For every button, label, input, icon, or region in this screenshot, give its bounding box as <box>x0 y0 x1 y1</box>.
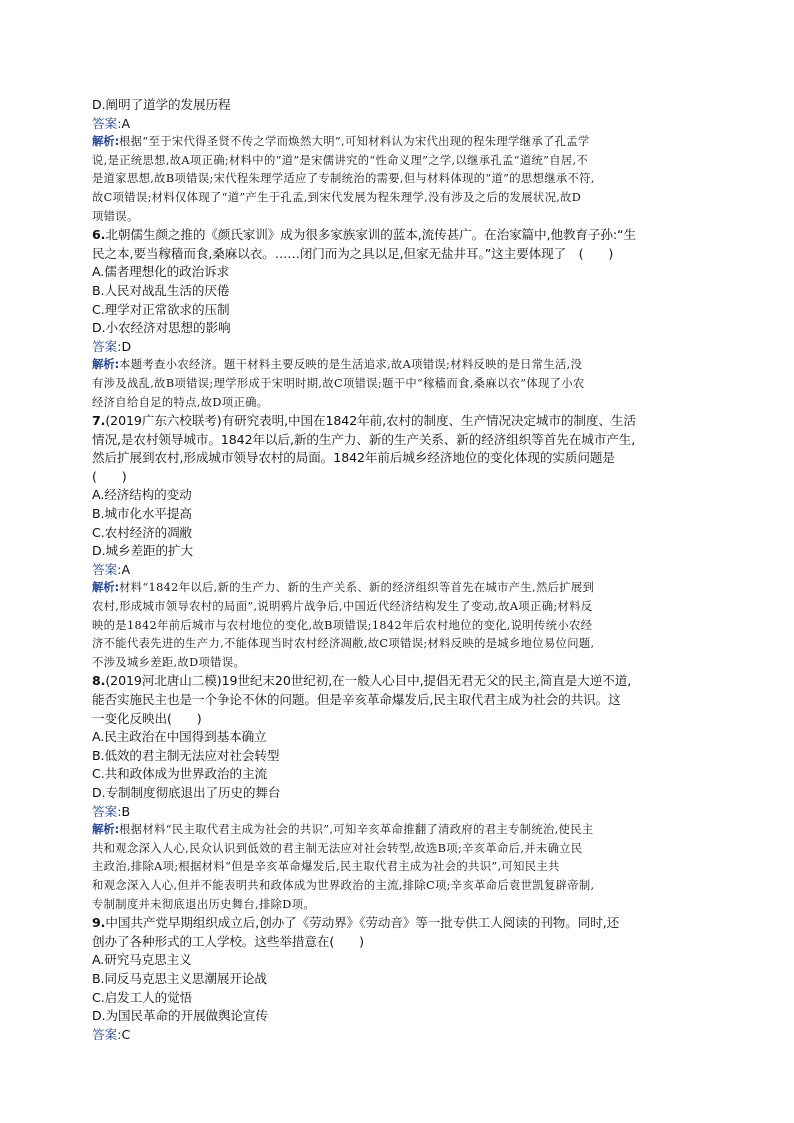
question-stem: 一变化反映出( ) <box>92 710 202 726</box>
question-6 <box>92 226 702 412</box>
option-c: C.理学对正常欲求的压制 <box>92 301 230 317</box>
question-stem: ( ) <box>92 468 127 484</box>
option-d: D.为国民革命的开展做舆论宣传 <box>92 1008 268 1024</box>
question-number: 9. <box>92 915 106 931</box>
question-stem: 创办了各种形式的工人学校。这些举措意在( ) <box>92 933 364 949</box>
explanation-line: 解析:本题考查小农经济。题干材料主要反映的是生活追求,故A项错误;材料反映的是日常生活,没 <box>92 358 583 372</box>
answer-value: C <box>121 1026 131 1042</box>
question-stem: 8.(2019河北唐山二模)19世纪末20世纪初,在一般人心目中,提倡无君无父的民主,简直是大逆不道, <box>92 673 632 689</box>
answer-label: 答案: <box>92 1026 122 1042</box>
explanation <box>92 821 702 914</box>
explanation-line: 解析:材料“1842年以后,新的生产力、新的生产关系、新的经济组织等首先在城市产生,然后扩展到 <box>92 581 595 595</box>
answer-line <box>92 1026 702 1045</box>
answer-line <box>92 803 702 822</box>
question-7 <box>92 412 702 672</box>
option-d: D.专制制度彻底退出了历史的舞台 <box>92 784 281 800</box>
answer-label: 答案: <box>92 803 122 819</box>
explanation-label: 解析: <box>92 135 120 149</box>
option-b: B.低效的君主制无法应对社会转型 <box>92 747 280 763</box>
explanation-line: 农村,形成城市领导农村的局面”,说明鸦片战争后,中国近代经济结构发生了变动,故A项正确;材料反 <box>92 600 593 614</box>
answer-label: 答案: <box>92 561 122 577</box>
explanation <box>92 356 702 412</box>
option-a: A.儒者理想化的政治诉求 <box>92 264 230 280</box>
explanation-line: 和观念深入人心,但并不能表明共和政体成为世界政治的主流,排除C项;辛亥革命后袁世凯复辟帝制, <box>92 878 595 892</box>
explanation <box>92 133 702 226</box>
explanation-line: 共和观念深入人心,民众认识到低效的君主制无法应对社会转型,故选B项;辛亥革命后,并未确立民 <box>92 841 583 855</box>
explanation-line: 说,是正统思想,故A项正确;材料中的“道”是宋儒讲究的“性命义理”之学,以继承孔孟“道统”自居,不 <box>92 153 589 167</box>
explanation-line: 济不能代表先进的生产力,不能体现当时农村经济凋敝,故C项错误;材料反映的是城乡地位易位问题, <box>92 637 595 651</box>
question-stem: 7.(2019广东六校联考)有研究表明,中国在1842年前,农村的制度、生产情况决定城市的制度、生活 <box>92 413 636 429</box>
option-a: A.经济结构的变动 <box>92 487 192 503</box>
question-9 <box>92 914 702 1044</box>
explanation-line: 经济自给自足的特点,故D项正确。 <box>92 395 269 409</box>
question-5 <box>92 96 702 226</box>
question-stem: 能否实施民主也是一个争论不休的问题。但是辛亥革命爆发后,民主取代君主成为社会的共识。这 <box>92 692 621 707</box>
explanation-line: 有涉及战乱,故B项错误;理学形成于宋明时期,故C项错误;题干中“稼穑而食,桑麻以衣”体现了小农 <box>92 376 585 390</box>
option-a: A.民主政治在中国得到基本确立 <box>92 729 267 745</box>
answer-value: A <box>121 561 131 577</box>
question-stem: 然后扩展到农村,形成城市领导农村的局面。1842年前后城乡经济地位的变化体现的实质问题是 <box>92 450 615 466</box>
question-8 <box>92 672 702 914</box>
question-number: 8. <box>92 673 106 689</box>
explanation-label: 解析: <box>92 358 120 372</box>
question-stem: 6.北朝儒生颜之推的《颜氏家训》成为很多家族家训的蓝本,流传甚广。在治家篇中,他教育子孙:“生 <box>92 227 636 243</box>
option-b: B.人民对战乱生活的厌倦 <box>92 282 230 298</box>
option-c: C.农村经济的凋敝 <box>92 524 193 540</box>
explanation-line: 不涉及城乡差距,故D项错误。 <box>92 655 246 669</box>
answer-line <box>92 115 702 134</box>
answer-value: B <box>121 803 131 819</box>
question-stem: 民之本,要当稼穑而食,桑麻以衣。……闭门而为之具以足,但家无盐井耳。”这主要体现了 ( ) <box>92 245 614 261</box>
answer-line <box>92 561 702 580</box>
option-c: C.启发工人的觉悟 <box>92 989 193 1005</box>
explanation-line: 解析:根据“至于宋代得圣贤不传之学而焕然大明”,可知材料认为宋代出现的程朱理学继承了孔孟学 <box>92 135 590 149</box>
answer-line <box>92 338 702 357</box>
explanation-label: 解析: <box>92 581 120 595</box>
explanation-line: 专制制度并未彻底退出历史舞台,排除D项。 <box>92 897 315 911</box>
option-d: D.城乡差距的扩大 <box>92 543 193 559</box>
explanation-label: 解析: <box>92 823 120 837</box>
explanation-line: 项错误。 <box>92 209 139 223</box>
explanation-line: 主政治,排除A项;根据材料“但是辛亥革命爆发后,民主取代君主成为社会的共识”,可知民主共 <box>92 860 560 874</box>
option-d: D.阐明了道学的发展历程 <box>92 97 231 112</box>
explanation-line: 映的是1842年前后城市与农村地位的变化,故B项错误;1842年后农村地位的变化,说明传统小农经 <box>92 618 593 632</box>
answer-value: A <box>121 115 131 131</box>
explanation <box>92 579 702 672</box>
answer-label: 答案: <box>92 338 122 354</box>
question-number: 6. <box>92 227 106 243</box>
option-a: A.研究马克思主义 <box>92 952 192 968</box>
question-stem: 情况,是农村领导城市。1842年以后,新的生产力、新的生产关系、新的经济组织等首先在城市产生, <box>92 431 636 447</box>
option-b: B.城市化水平提高 <box>92 506 192 522</box>
question-number: 7. <box>92 413 106 429</box>
answer-label: 答案: <box>92 115 122 131</box>
document-page <box>92 96 702 1044</box>
option-d: D.小农经济对思想的影响 <box>92 320 231 336</box>
question-stem: 9.中国共产党早期组织成立后,创办了《劳动界》《劳动音》等一批专供工人阅读的刊物。同时,还 <box>92 915 620 931</box>
explanation-line: 是道家思想,故B项错误;宋代程朱理学适应了专制统治的需要,但与材料体现的“道”的思想继承不符, <box>92 172 595 186</box>
option-c: C.共和政体成为世界政治的主流 <box>92 766 268 782</box>
explanation-line: 故C项错误;材料仅体现了“道”产生于孔孟,到宋代发展为程朱理学,没有涉及之后的发展状况,故D <box>92 190 582 204</box>
answer-value: D <box>121 338 132 354</box>
option-b: B.同反马克思主义思潮展开论战 <box>92 970 267 986</box>
explanation-line: 解析:根据材料“民主取代君主成为社会的共识”,可知辛亥革命推翻了清政府的君主专制统治,使民主 <box>92 823 594 837</box>
